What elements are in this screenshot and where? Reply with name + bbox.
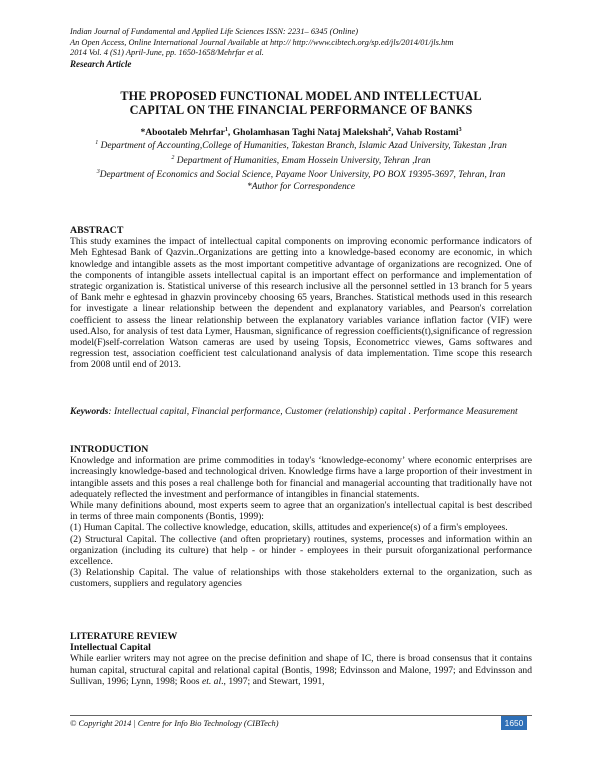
affiliation-2 xyxy=(70,153,532,168)
introduction-section xyxy=(70,444,532,590)
author-3: , Vahab Rostami xyxy=(391,127,459,139)
introduction-paragraph-5: (3) Relationship Capital. The value of relationships with those stakeholders external to the organization, such as customers, suppliers and regulatory agencies xyxy=(70,567,532,590)
keywords-section xyxy=(70,406,532,417)
affiliation-3-text: Department of Economics and Social Science, Payame Noor University, PO BOX 19395-3697, Tehran, Iran xyxy=(99,170,506,181)
keywords xyxy=(70,406,532,417)
literature-etal: et. al xyxy=(201,675,222,687)
introduction-paragraph-1: Knowledge and information are prime commodities in today's ‘knowledge-economy’ where economic enterprises are increasingly knowledge-based and technological driven. Knowledge firms have a large proportion of their investment in intangible assets and this poses a real challenge both for financial and managerial accounting that traditionally have not adequately reflected the investment and performance of intangibles in financial statements. xyxy=(70,455,532,500)
title-line-1: THE PROPOSED FUNCTIONAL MODEL AND INTELLECTUAL xyxy=(120,89,482,103)
footer-copyright: © Copyright 2014 | Centre for Info Bio Technology (CIBTech) xyxy=(70,719,279,728)
keywords-text: : Intellectual capital, Financial performance, Customer (relationship) capital . Performance Measurement xyxy=(108,406,518,417)
abstract-section xyxy=(70,225,532,371)
literature-paragraph-1 xyxy=(70,653,532,687)
affiliation-1-sup: 1 xyxy=(95,140,99,146)
author-list xyxy=(70,124,532,139)
literature-heading: LITERATURE REVIEW xyxy=(70,631,178,642)
journal-line-3: 2014 Vol. 4 (S1) April-June, pp. 1650-1658/Mehrfar et al. xyxy=(70,48,264,57)
author-2-sup: 2 xyxy=(388,127,392,133)
affiliation-1-text: Department of Accounting,College of Humanities, Takestan Branch, Islamic Azad University, Takestan ,Iran xyxy=(98,141,507,152)
author-1: *Abootaleb Mehrfar xyxy=(140,127,225,139)
introduction-heading: INTRODUCTION xyxy=(70,444,149,455)
introduction-paragraph-4: (2) Structural Capital. The collective (and often proprietary) routines, systems, processes and information within an organization (including its culture) that help - or hinder - employees in their pursuit oforganizational performance excellence. xyxy=(70,533,532,568)
keywords-label: Keywords xyxy=(70,406,109,417)
literature-subheading: Intellectual Capital xyxy=(70,642,151,654)
journal-line-2: An Open Access, Online International Journal Available at http:// http://www.cibtech.org/sp.ed/jls/2014/01/jls.htm xyxy=(70,37,454,47)
affiliation-2-text: Department of Humanities, Emam Hossein University, Tehran ,Iran xyxy=(174,155,431,166)
literature-text-b: ., 1997; and Stewart, 1991, xyxy=(221,675,325,687)
paper-title xyxy=(70,89,532,117)
article-type: Research Article xyxy=(70,58,132,69)
abstract-heading: ABSTRACT xyxy=(70,225,124,236)
affiliation-1 xyxy=(70,138,532,153)
affiliation-3 xyxy=(70,167,532,182)
literature-text-a: While earlier writers may not agree on the precise definition and shape of IC, there is broad consensus that it contains human capital, structural capital and relational capital (Bontis, 1998; Edvinsson and Malone, 1997; and Edvinsson and Sullivan, 1996; Lynn, 1998; Roos xyxy=(70,653,532,687)
affiliation-2-sup: 2 xyxy=(171,154,175,161)
corresponding-author: *Author for Correspondence xyxy=(247,182,355,193)
journal-line-1: Indian Journal of Fundamental and Applied Life Sciences ISSN: 2231– 6345 (Online) xyxy=(70,27,359,36)
author-3-sup: 3 xyxy=(458,127,462,133)
affiliations xyxy=(70,138,532,194)
author-1-sup: 1 xyxy=(224,127,228,133)
author-2: , Gholamhasan Taghi Nataj Malekshah xyxy=(227,127,389,139)
footer-divider xyxy=(70,715,532,716)
introduction-paragraph-3: (1) Human Capital. The collective knowledge, education, skills, attitudes and experience(s) of a firm's employees. xyxy=(70,522,508,534)
affiliation-3-sup: 3 xyxy=(96,169,100,176)
introduction-paragraph-2: While many definitions abound, most experts seem to agree that an organization's intellectual capital is best described in terms of three main components (Bontis, 1999): xyxy=(70,500,532,523)
page-number-badge: 1650 xyxy=(501,716,527,730)
title-line-2: CAPITAL ON THE FINANCIAL PERFORMANCE OF BANKS xyxy=(129,103,473,117)
abstract-text: This study examines the impact of intellectual capital components on improving economic performance indicators of Meh Eghtesad Bank of Qazvin..Organizations are getting into a knowledge-based economy are economic, in which knowledge and intangible assets as the most important competitive advantage of organizations are recognized. One of the components of intangible assets intellectual capital is an important effect on performance and implementation of strategic organization is. Statistical universe of this research inclusive all the personnel settled in 13 branch for 5 years of Bank mehr e eghtesad in ghazvin provinceby choosing 65 years, Branches. Statistical methods used in this research for investigate a linear relationship between the dependent and explanatory variables, and Pearson's correlation coefficient to assess the linear relationship between the explanatory variables variance inflation factor (VIF) were used.Also, for analysis of test data Lymer, Hausman, significance of regression coefficients(t),significance of regression model(F)self-correlation Watson cameras are used by useing Topsis, Econometricc viewes, Gams softwares and regression test, association coefficient test calculationand analysis of data implementation. Time scope this research from 2008 until end of 2013. xyxy=(70,236,532,371)
journal-header xyxy=(70,27,540,69)
literature-section xyxy=(70,631,532,687)
